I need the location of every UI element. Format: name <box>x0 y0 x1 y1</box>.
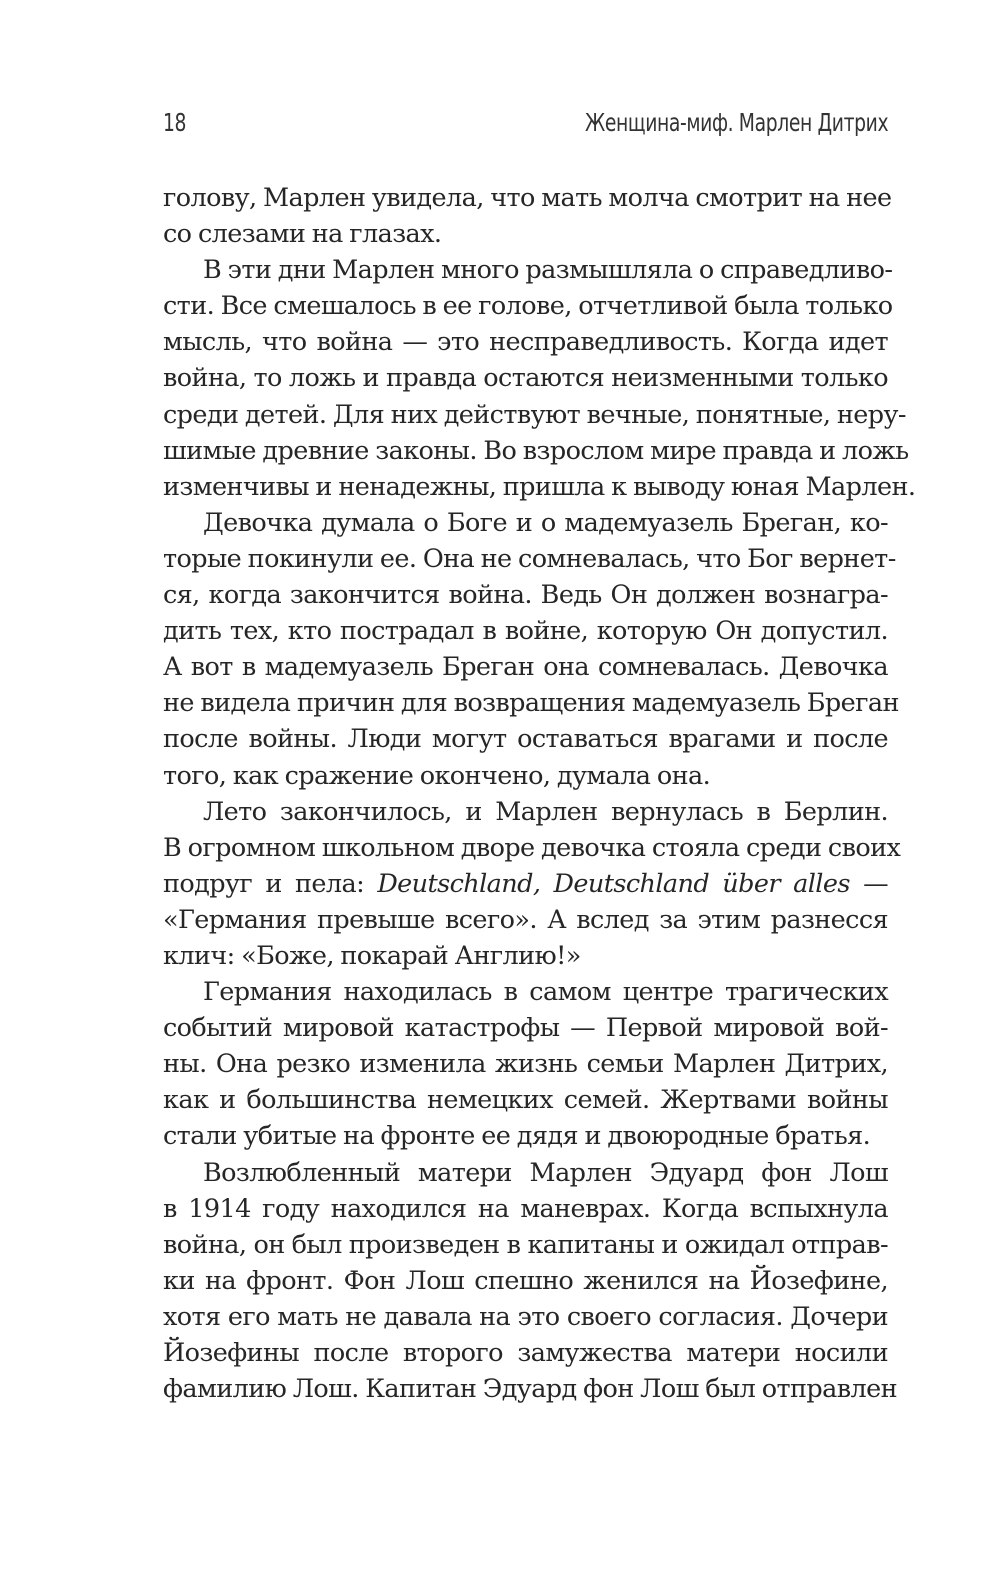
text-line: ки на фронт. Фон Лош спешно женился на Йозефине, <box>163 1265 888 1296</box>
text-line: ся, когда закончится война. Ведь Он должен вознагра- <box>163 580 888 611</box>
text-line: Возлюбленный матери Марлен Эдуард фон Лош <box>203 1157 888 1188</box>
text-line: «Германия превыше всего». А вслед за этим разнесся <box>163 904 888 935</box>
italic-quote: Deutschland, Deutschland über alles <box>377 868 850 899</box>
em-dash: — <box>863 868 888 899</box>
running-head <box>163 108 888 148</box>
page-number: 18 <box>163 108 187 137</box>
text-line: сти. Все смешалось в ее голове, отчетливой была только <box>163 291 893 322</box>
text-line: после войны. Люди могут оставаться врагами и после <box>163 724 888 755</box>
text-line: хотя его мать не давала на это своего согласия. Дочери <box>163 1301 888 1332</box>
text-line: мысль, что война — это несправедливость. Когда идет <box>163 327 888 358</box>
text-line: война, то ложь и правда остаются неизменными только <box>163 363 888 394</box>
text-line: война, он был произведен в капитаны и ожидал отправ- <box>163 1229 888 1260</box>
text-line: как и большинства немецких семей. Жертвами войны <box>163 1085 888 1116</box>
text-line: шимые древние законы. Во взрослом мире правда и ложь <box>163 435 909 466</box>
text-line: Лето закончилось, и Марлен вернулась в Берлин. <box>203 796 888 827</box>
text-line: А вот в мадемуазель Бреган она сомневалась. Девочка <box>163 652 888 683</box>
text-line-with-italic <box>163 866 888 902</box>
text-line: Германия находилась в самом центре трагических <box>203 977 888 1008</box>
text-line: клич: «Боже, покарай Англию!» <box>163 940 581 971</box>
text-line: Йозефины после второго замужества матери носили <box>163 1338 888 1368</box>
book-title: Женщина-миф. Марлен Дитрих <box>584 108 888 137</box>
text-line: изменчивы и ненадежны, пришла к выводу юная Марлен. <box>163 471 916 502</box>
text-line: ны. Она резко изменила жизнь семьи Марлен Дитрих, <box>163 1049 888 1080</box>
text-line: голову, Марлен увидела, что мать молча смотрит на нее <box>163 183 892 213</box>
text-line: дить тех, кто пострадал в войне, которую Он допустил. <box>163 616 888 647</box>
text-line: Девочка думала о Боге и о мадемуазель Бреган, ко- <box>203 507 888 538</box>
text-line: того, как сражение окончено, думала она. <box>163 760 711 791</box>
text-line: стали убитые на фронте ее дядя и двоюродные братья. <box>163 1121 871 1152</box>
text-segment: подруг и пела: <box>163 868 365 899</box>
text-line: со слезами на глазах. <box>163 219 442 250</box>
text-line: торые покинули ее. Она не сомневалась, что Бог вернет- <box>163 543 896 574</box>
text-line: в 1914 году находился на маневрах. Когда вспыхнула <box>163 1193 888 1224</box>
text-line: среди детей. Для них действуют вечные, понятные, неру- <box>163 399 906 430</box>
text-line: фамилию Лош. Капитан Эдуард фон Лош был отправлен <box>163 1374 897 1405</box>
text-line: В эти дни Марлен много размышляла о справедливо- <box>203 255 893 286</box>
body-text <box>163 180 916 1407</box>
text-line: В огромном школьном дворе девочка стояла среди своих <box>163 832 901 863</box>
text-line: событий мировой катастрофы — Первой мировой вой- <box>163 1013 888 1044</box>
text-line: не видела причин для возвращения мадемуазель Бреган <box>163 688 899 719</box>
